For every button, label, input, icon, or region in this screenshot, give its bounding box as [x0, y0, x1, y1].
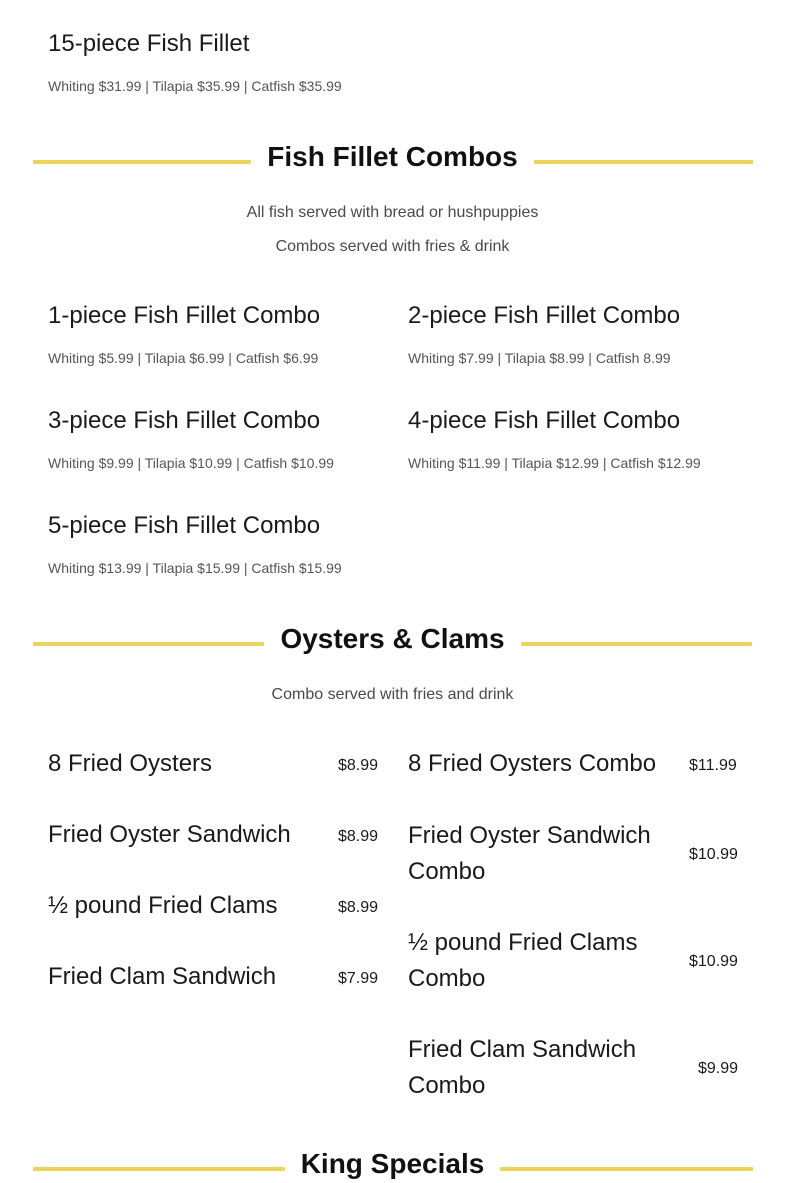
section-title-king-specials: King Specials — [300, 1148, 485, 1179]
section-note: Combos served with fries & drink — [275, 238, 510, 255]
menu-item-price: $10.99 — [689, 953, 738, 970]
section-divider-left — [33, 160, 251, 164]
menu-item-price: $8.99 — [338, 757, 379, 774]
menu-item-name: 5-piece Fish Fillet Combo — [48, 512, 321, 539]
section-divider-right — [500, 1167, 753, 1171]
menu-item-name: 8 Fried Oysters — [48, 750, 213, 777]
menu-item-price: $7.99 — [338, 970, 379, 987]
section-note: All fish served with bread or hushpuppies — [246, 204, 539, 221]
section-note: Combo served with fries and drink — [271, 686, 514, 703]
menu-item-name: 8 Fried Oysters Combo — [408, 750, 657, 777]
menu-item-price: $9.99 — [698, 1060, 739, 1077]
menu-item-prices: Whiting $13.99 | Tilapia $15.99 | Catfish $15.99 — [48, 560, 342, 576]
menu-item-price: $11.99 — [689, 757, 737, 774]
menu-item-name: Fried Clam Sandwich Combo — [408, 1036, 637, 1099]
menu-item-name: 2-piece Fish Fillet Combo — [408, 302, 681, 329]
menu-item-prices: Whiting $31.99 | Tilapia $35.99 | Catfish $35.99 — [48, 78, 342, 94]
section-divider-left — [33, 1167, 285, 1171]
section-title-oysters-clams: Oysters & Clams — [280, 623, 505, 654]
menu-item-name: Fried Oyster Sandwich Combo — [408, 822, 651, 885]
menu-item-name: 15-piece Fish Fillet — [48, 30, 250, 57]
section-divider-right — [521, 642, 752, 646]
menu-item-price: $8.99 — [338, 828, 379, 845]
menu-item-name: 4-piece Fish Fillet Combo — [408, 407, 681, 434]
section-title-fish-fillet-combos: Fish Fillet Combos — [267, 141, 518, 172]
menu-item-name: Fried Oyster Sandwich — [48, 821, 291, 848]
menu-item-price: $8.99 — [338, 899, 379, 916]
menu-item-prices: Whiting $7.99 | Tilapia $8.99 | Catfish 8.99 — [408, 350, 671, 366]
menu-item-name: 3-piece Fish Fillet Combo — [48, 407, 321, 434]
menu-item-price: $10.99 — [689, 846, 738, 863]
menu-item-name: ½ pound Fried Clams Combo — [408, 929, 638, 992]
menu-item-name: 1-piece Fish Fillet Combo — [48, 302, 321, 329]
menu-item-prices: Whiting $11.99 | Tilapia $12.99 | Catfish $12.99 — [408, 455, 701, 471]
menu-item-prices: Whiting $5.99 | Tilapia $6.99 | Catfish $6.99 — [48, 350, 319, 366]
menu-item-prices: Whiting $9.99 | Tilapia $10.99 | Catfish $10.99 — [48, 455, 334, 471]
menu-item-name: ½ pound Fried Clams — [48, 892, 278, 919]
section-divider-left — [33, 642, 264, 646]
menu-item-name: Fried Clam Sandwich — [48, 963, 277, 990]
section-divider-right — [534, 160, 753, 164]
